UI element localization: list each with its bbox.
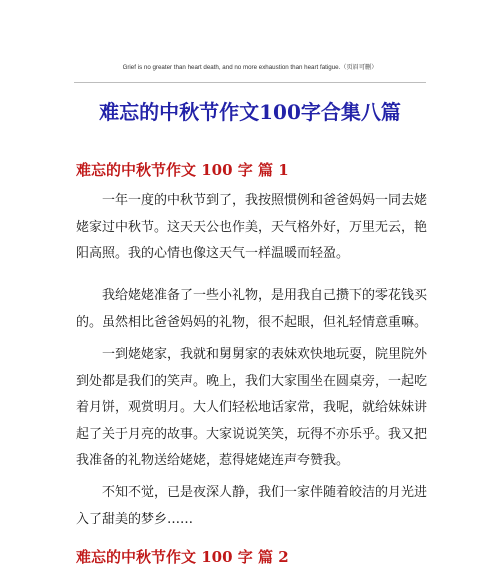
paragraph-line: 我给姥姥准备了一些小礼物，是用我自己攒下的零花钱买 [102, 288, 428, 303]
paragraph-line: 姥家过中秋节。这天天公也作美，天气格外好，万里无云，艳 [76, 219, 428, 235]
document-title: 难忘的中秋节作文100字合集八篇 [99, 100, 401, 124]
paragraph-line: 的。虽然相比爸爸妈妈的礼物，很不起眼，但礼轻情意重嘛。 [76, 314, 428, 330]
paragraph-line: 阳高照。我的心情也像这天气一样温暖而轻盈。 [76, 246, 350, 261]
paragraph-3 [76, 342, 436, 475]
paragraph-line: 到处都是我们的笑声。晚上，我们大家围坐在圆桌旁，一起吃 [76, 373, 428, 389]
paragraph-line: 起了关于月亮的故事。大家说说笑笑，玩得不亦乐乎。我又把 [76, 426, 428, 442]
paragraph-2 [76, 283, 436, 336]
paragraph-line: 一到姥姥家，我就和舅舅家的表妹欢快地玩耍，院里院外 [102, 347, 428, 362]
paragraph-line: 着月饼，观赏明月。大人们轻松地话家常，我呢，就给妹妹讲 [76, 400, 428, 415]
paragraph-line: 一年一度的中秋节到了，我按照惯例和爸爸妈妈一同去姥 [102, 193, 428, 208]
header-divider [74, 82, 426, 83]
paragraph-1 [76, 188, 436, 268]
section-heading-1: 难忘的中秋节作文 100 字 篇 1 [76, 161, 289, 179]
header-note: Grief is no greater than heart death, and no more exhaustion than heart fatigue.（页眉可删） [122, 64, 378, 71]
paragraph-line: 不知不觉，已是夜深人静，我们一家伴随着皎洁的月光进 [102, 485, 428, 500]
paragraph-4 [76, 480, 436, 533]
paragraph-line: 我准备的礼物送给姥姥，惹得姥姥连声夸赞我。 [76, 453, 350, 468]
section-heading-2: 难忘的中秋节作文 100 字 篇 2 [76, 548, 289, 566]
paragraph-line: 入了甜美的梦乡…… [76, 511, 194, 527]
